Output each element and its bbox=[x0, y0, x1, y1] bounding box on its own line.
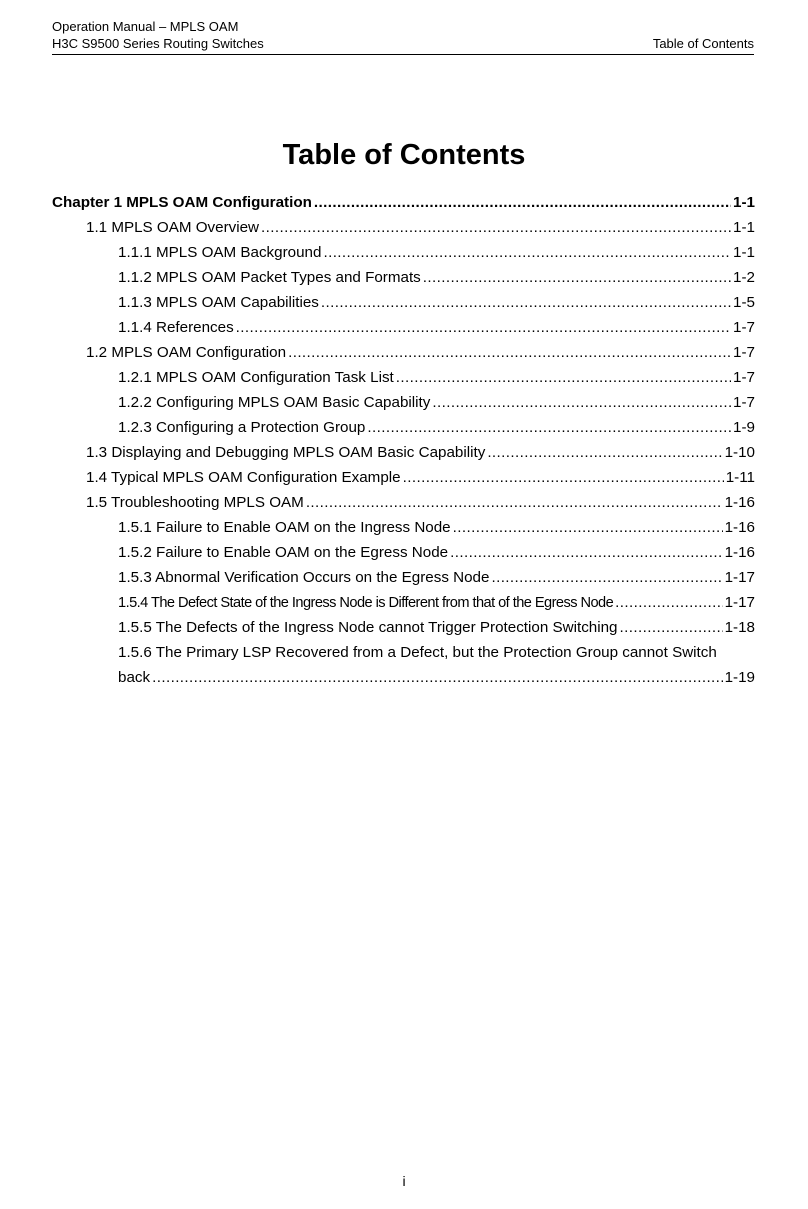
toc-leader-dots bbox=[453, 515, 723, 540]
toc-entry-1-1-2[interactable] bbox=[52, 265, 755, 290]
toc-page-number: 1-16 bbox=[724, 544, 755, 561]
toc-leader-dots bbox=[323, 240, 731, 265]
toc-leader-dots bbox=[491, 565, 722, 590]
toc-page-number: 1-2 bbox=[733, 269, 755, 286]
toc-entry-text: 1.1.3 MPLS OAM Capabilities bbox=[118, 294, 319, 311]
toc-leader-dots bbox=[487, 440, 722, 465]
toc-entry-text: 1.5 Troubleshooting MPLS OAM bbox=[86, 494, 304, 511]
header-manual-title: Operation Manual – MPLS OAM bbox=[52, 19, 239, 34]
toc-entry-text: 1.1.2 MPLS OAM Packet Types and Formats bbox=[118, 269, 421, 286]
toc-leader-dots bbox=[306, 490, 723, 515]
toc-entry-text: 1.2.3 Configuring a Protection Group bbox=[118, 419, 366, 436]
toc-entry-1-5[interactable] bbox=[52, 490, 755, 515]
toc-page-number: 1-5 bbox=[733, 294, 755, 311]
page-header bbox=[52, 18, 754, 55]
toc-entry-1-2-1[interactable] bbox=[52, 365, 755, 390]
toc-leader-dots bbox=[423, 265, 731, 290]
toc-leader-dots bbox=[615, 590, 722, 615]
toc-leader-dots bbox=[152, 665, 723, 690]
toc-leader-dots bbox=[261, 215, 731, 240]
toc-entry-line2 bbox=[118, 665, 755, 690]
toc-page-number: 1-9 bbox=[733, 419, 755, 436]
toc-page-number: 1-17 bbox=[724, 569, 755, 586]
toc-leader-dots bbox=[450, 540, 723, 565]
toc-page-number: 1-7 bbox=[733, 344, 755, 361]
toc-entry-text: 1.5.3 Abnormal Verification Occurs on the Egress Node bbox=[118, 569, 490, 586]
toc-page-number: 1-17 bbox=[724, 594, 755, 611]
toc-entry-1-5-6[interactable] bbox=[52, 640, 755, 690]
toc-entry-text-line2: back bbox=[118, 669, 151, 686]
header-product-name: H3C S9500 Series Routing Switches bbox=[52, 36, 264, 51]
toc-entry-1-1-4[interactable] bbox=[52, 315, 755, 340]
toc-leader-dots bbox=[288, 340, 731, 365]
toc-entry-1-3[interactable] bbox=[52, 440, 755, 465]
toc-entry-text: 1.5.1 Failure to Enable OAM on the Ingress Node bbox=[118, 519, 451, 536]
toc-page-number: 1-1 bbox=[733, 194, 755, 211]
toc-page-number: 1-10 bbox=[724, 444, 755, 461]
header-left bbox=[52, 18, 264, 52]
toc-entry-1-2-3[interactable] bbox=[52, 415, 755, 440]
toc-page-number: 1-7 bbox=[733, 319, 755, 336]
toc-entry-1-5-5[interactable] bbox=[52, 615, 755, 640]
toc-entry-1-1-3[interactable] bbox=[52, 290, 755, 315]
toc-entry-text: 1.4 Typical MPLS OAM Configuration Example bbox=[86, 469, 401, 486]
toc-page-number: 1-11 bbox=[725, 469, 755, 486]
toc-entry-text: 1.2 MPLS OAM Configuration bbox=[86, 344, 287, 361]
toc-entry-text: 1.5.4 The Defect State of the Ingress Node is Different from that of the Egress Node bbox=[118, 595, 614, 611]
toc-leader-dots bbox=[396, 365, 731, 390]
toc-page-number: 1-1 bbox=[733, 244, 755, 261]
toc-entry-1-5-3[interactable] bbox=[52, 565, 755, 590]
toc-entry-1-5-1[interactable] bbox=[52, 515, 755, 540]
toc-leader-dots bbox=[321, 290, 731, 315]
toc-entry-text-line1: 1.5.6 The Primary LSP Recovered from a Defect, but the Protection Group cannot Switch bbox=[118, 644, 717, 661]
toc-leader-dots bbox=[403, 465, 724, 490]
header-section-name: Table of Contents bbox=[652, 36, 754, 51]
toc-page-number: 1-7 bbox=[733, 369, 755, 386]
toc-entry-text: 1.5.2 Failure to Enable OAM on the Egress Node bbox=[118, 544, 449, 561]
toc-page-number: 1-16 bbox=[724, 519, 755, 536]
toc-entry-text: 1.1 MPLS OAM Overview bbox=[86, 219, 260, 236]
toc-leader-dots bbox=[620, 615, 723, 640]
toc-entry-text: 1.5.5 The Defects of the Ingress Node cannot Trigger Protection Switching bbox=[118, 619, 618, 636]
page-number: i bbox=[402, 1173, 406, 1189]
toc-leader-dots bbox=[367, 415, 731, 440]
toc-page-number: 1-18 bbox=[724, 619, 755, 636]
toc-entry-1-2[interactable] bbox=[52, 340, 755, 365]
toc-leader-dots bbox=[432, 390, 731, 415]
toc-leader-dots bbox=[236, 315, 731, 340]
toc-page-number: 1-19 bbox=[724, 669, 755, 686]
toc-entry-1-5-2[interactable] bbox=[52, 540, 755, 565]
toc-entry-1-4[interactable] bbox=[52, 465, 755, 490]
toc-leader-dots bbox=[314, 190, 731, 215]
toc-entry-1-5-4[interactable] bbox=[52, 590, 755, 615]
toc-entry-text: 1.3 Displaying and Debugging MPLS OAM Basic Capability bbox=[86, 444, 486, 461]
toc-page-number: 1-16 bbox=[724, 494, 755, 511]
toc-entry-text: 1.1.4 References bbox=[118, 319, 234, 336]
toc-entry-chapter-1[interactable] bbox=[52, 190, 755, 215]
toc-page-number: 1-1 bbox=[733, 219, 755, 236]
toc-entry-text: 1.1.1 MPLS OAM Background bbox=[118, 244, 322, 261]
toc-page-number: 1-7 bbox=[733, 394, 755, 411]
page-title: Table of Contents bbox=[282, 139, 526, 172]
toc-entry-1-1[interactable] bbox=[52, 215, 755, 240]
toc-entry-1-1-1[interactable] bbox=[52, 240, 755, 265]
toc-entry-text: Chapter 1 MPLS OAM Configuration bbox=[52, 194, 312, 211]
toc-entry-1-2-2[interactable] bbox=[52, 390, 755, 415]
toc-entry-text: 1.2.2 Configuring MPLS OAM Basic Capability bbox=[118, 394, 431, 411]
toc-entry-text: 1.2.1 MPLS OAM Configuration Task List bbox=[118, 369, 394, 386]
table-of-contents bbox=[52, 190, 755, 690]
